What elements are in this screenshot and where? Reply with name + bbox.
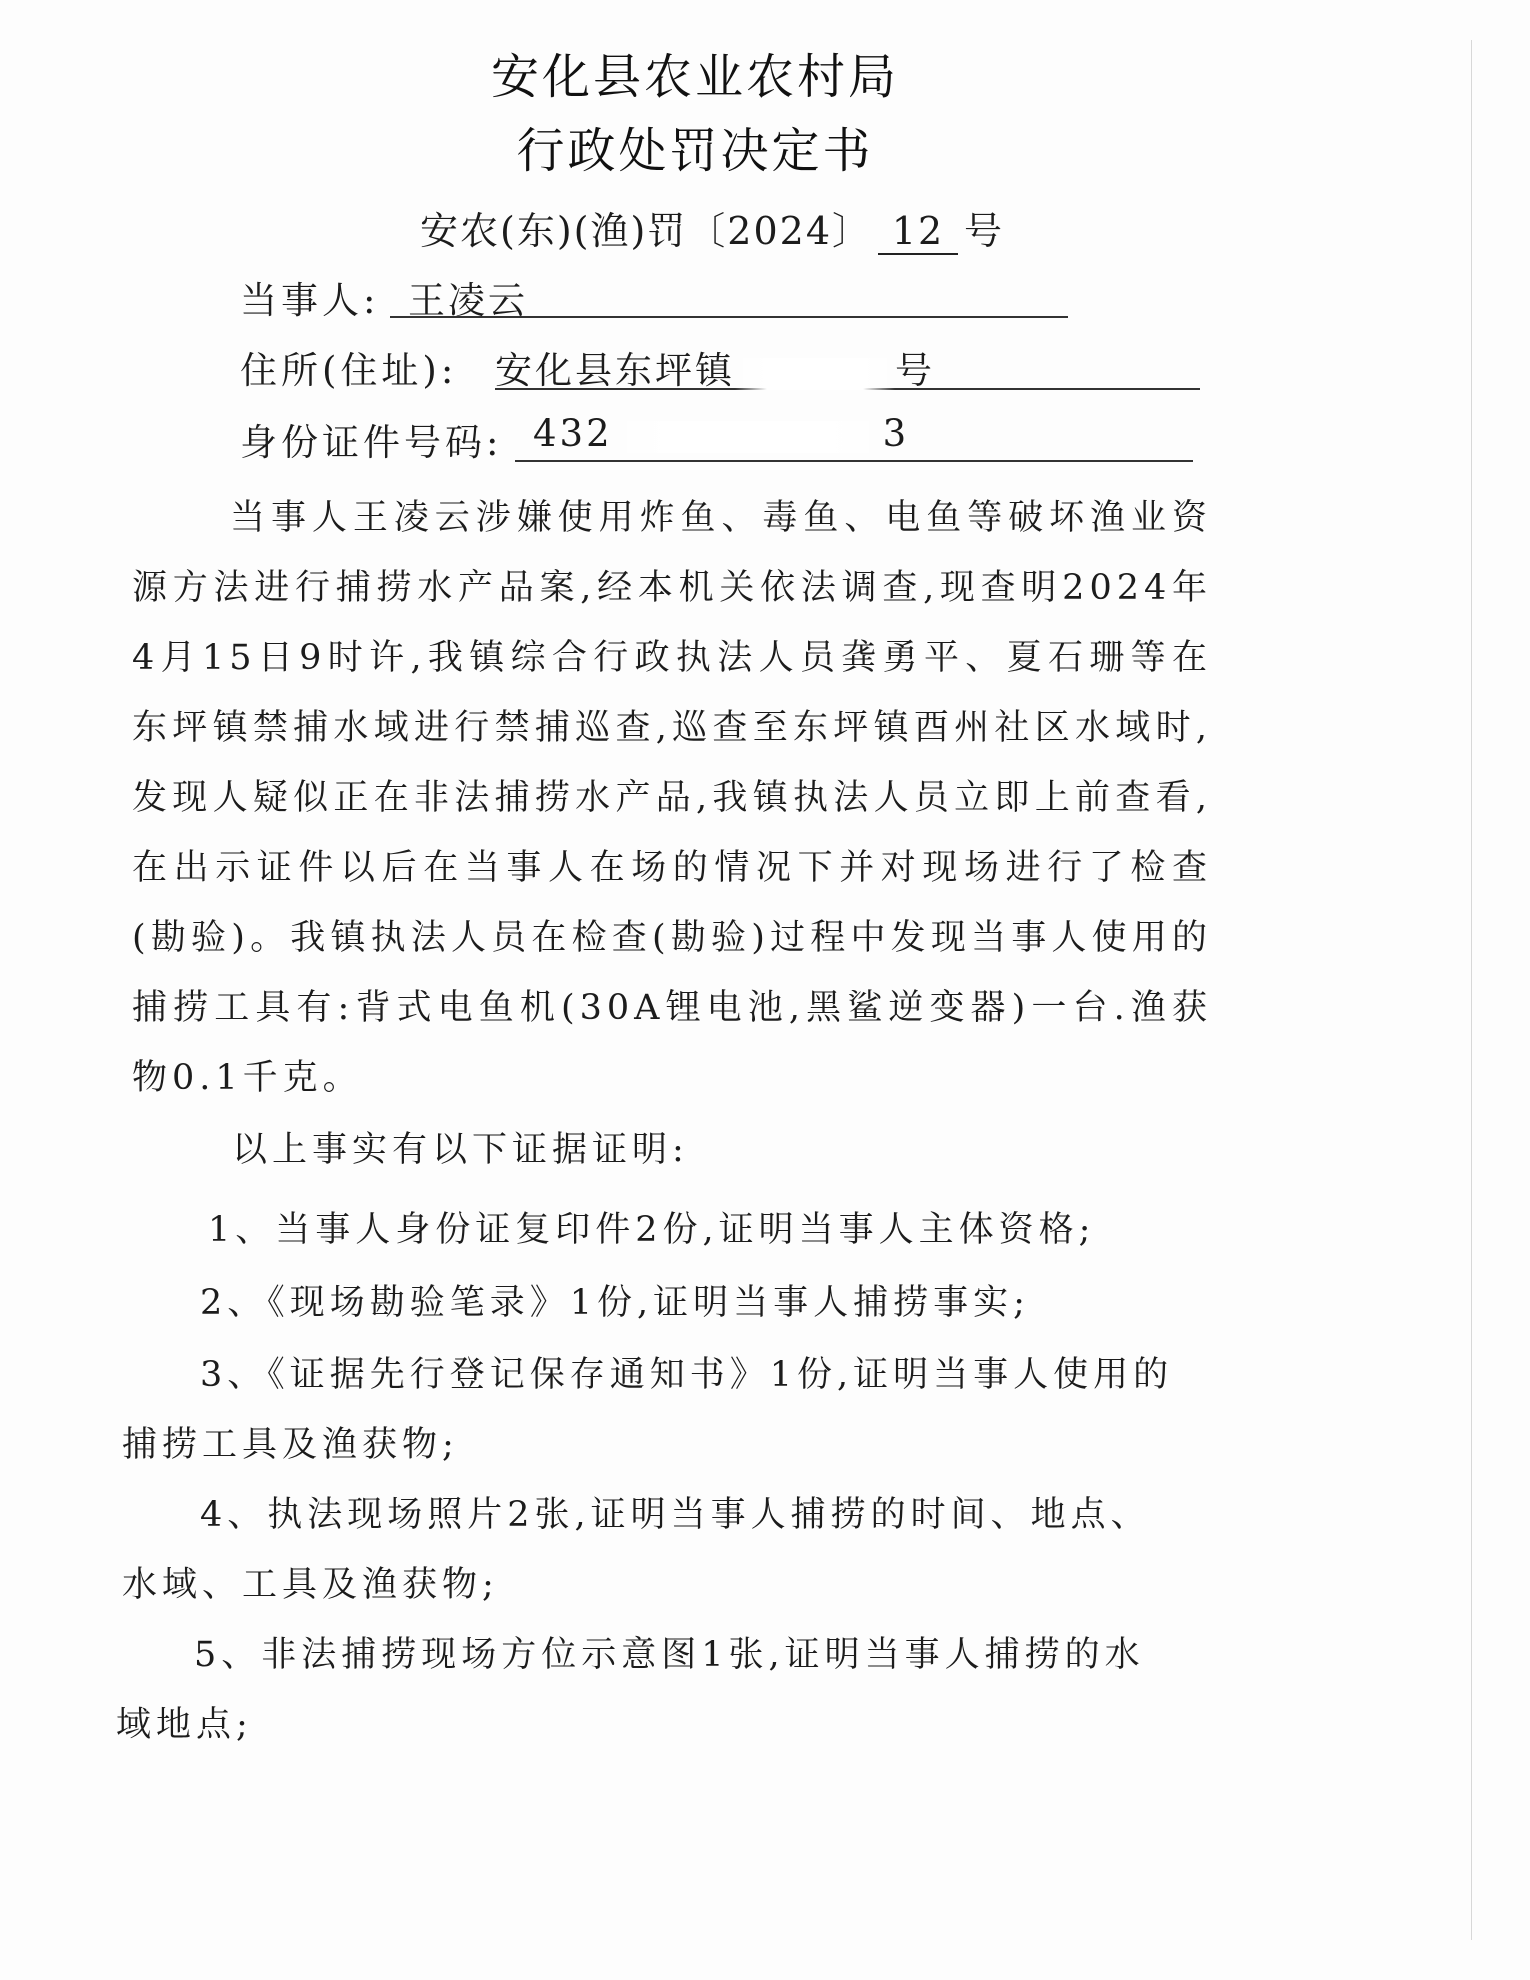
scan-edge-line xyxy=(1471,40,1472,1940)
party-name-row xyxy=(240,270,528,324)
party-address-value xyxy=(495,340,1200,390)
party-address-label: 住所(住址): xyxy=(240,349,458,392)
evidence-item: 3、《证据先行登记保存通知书》1份,证明当事人使用的捕捞工具及渔获物; xyxy=(122,1355,1174,1465)
party-id-value xyxy=(515,412,1193,462)
evidence-item: 4、执法现场照片2张,证明当事人捕捞的时间、地点、水域、工具及渔获物; xyxy=(122,1495,1151,1605)
agency-title: 安化县农业农村局 xyxy=(490,49,899,105)
redaction-mark xyxy=(735,358,895,390)
document-number xyxy=(420,200,1004,255)
party-name-text: 王凌云 xyxy=(408,279,528,322)
party-id-suffix: 3 xyxy=(882,412,910,455)
evidence-item: 1、当事人身份证复印件2份,证明当事人主体资格; xyxy=(208,1210,1096,1250)
document-number-prefix: 安农(东)(渔)罚〔2024〕 xyxy=(420,209,873,253)
evidence-item: 2、《现场勘验笔录》1份,证明当事人捕捞事实; xyxy=(200,1283,1030,1323)
document-number-suffix: 号 xyxy=(964,209,1005,253)
party-id-row xyxy=(240,412,910,466)
party-address-suffix: 号 xyxy=(895,349,935,392)
evidence-heading: 以上事实有以下证据证明: xyxy=(232,1130,689,1170)
evidence-item: 5、非法捕捞现场方位示意图1张,证明当事人捕捞的水域地点; xyxy=(116,1635,1145,1745)
party-name-label: 当事人: xyxy=(240,279,380,322)
facts-paragraph: 当事人王凌云涉嫌使用炸鱼、毒鱼、电鱼等破坏渔业资源方法进行捕捞水产品案,经本机关依法调查,现查明2024年4月15日9时许,我镇综合行政执法人员龚勇平、夏石珊等在东坪镇禁捕水域进行禁捕巡查,巡查至东坪镇酉州社区水域时,发现人疑似正在非法捕捞水产品,我镇执法人员立即上前查看,在出示证件以后在当事人在场的情况下并对现场进行了检查(勘验)。我镇执法人员在检查(勘验)过程中发现当事人使用的捕捞工具有:背式电鱼机(30A锂电池,黑鲨逆变器)一台.渔获物0.1千克。 xyxy=(132,498,1212,1098)
document-title: 行政处罚决定书 xyxy=(516,123,874,179)
party-id-label: 身份证件号码: xyxy=(240,421,503,464)
party-address-text: 安化县东坪镇 xyxy=(495,349,735,392)
document-number-value: 12 xyxy=(878,209,958,255)
party-address-row xyxy=(240,340,935,394)
party-name-value xyxy=(390,270,1068,322)
party-id-prefix: 432 xyxy=(533,412,613,455)
redaction-mark xyxy=(613,421,883,453)
